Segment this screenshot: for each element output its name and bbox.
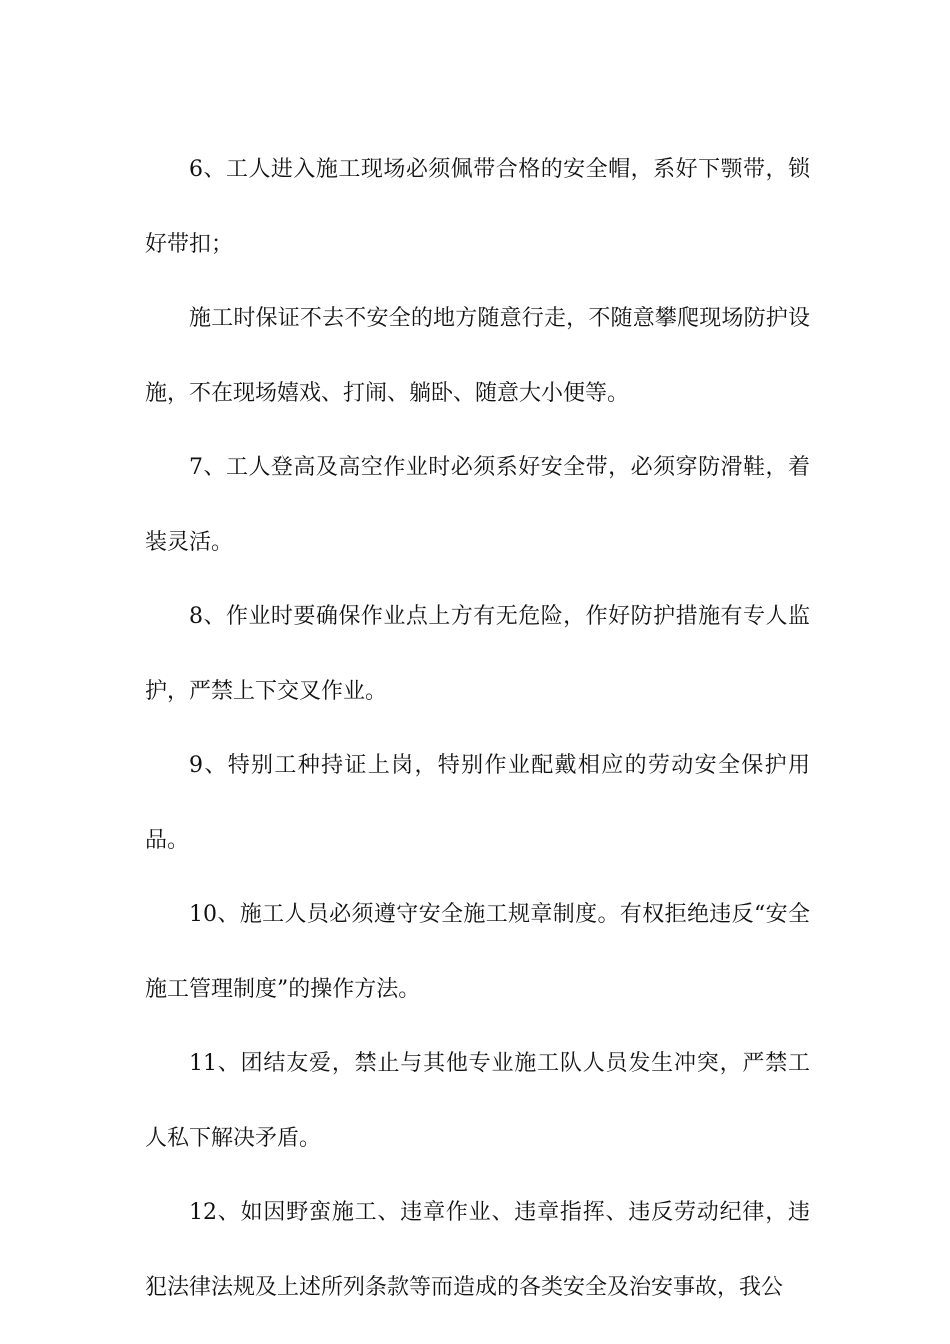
paragraph-item-6: 6、工人进入施工现场必须佩带合格的安全帽，系好下颚带，锁好带扣；: [145, 157, 810, 257]
paragraph-item-12: 12、如因野蛮施工、违章作业、违章指挥、违反劳动纪律，违犯法律法规及上述所列条款等而造成的各类安全及治安事故，我公: [145, 1200, 810, 1300]
paragraph-site-conduct: 施工时保证不去不安全的地方随意行走，不随意攀爬现场防护设施，不在现场嬉戏、打闹、躺卧、随意大小便等。: [145, 306, 810, 406]
paragraph-item-11: 11、团结友爱，禁止与其他专业施工队人员发生冲突，严禁工人私下解决矛盾。: [145, 1051, 810, 1151]
paragraph-item-10: 10、施工人员必须遵守安全施工规章制度。有权拒绝违反“安全施工管理制度”的操作方法。: [145, 902, 810, 1002]
paragraph-item-8: 8、作业时要确保作业点上方有无危险，作好防护措施有专人监护，严禁上下交叉作业。: [145, 604, 810, 704]
document-body: [145, 133, 810, 1325]
paragraph-item-7: 7、工人登高及高空作业时必须系好安全带，必须穿防滑鞋，着装灵活。: [145, 455, 810, 555]
paragraph-item-9: 9、特别工种持证上岗，特别作业配戴相应的劳动安全保护用品。: [145, 753, 810, 853]
